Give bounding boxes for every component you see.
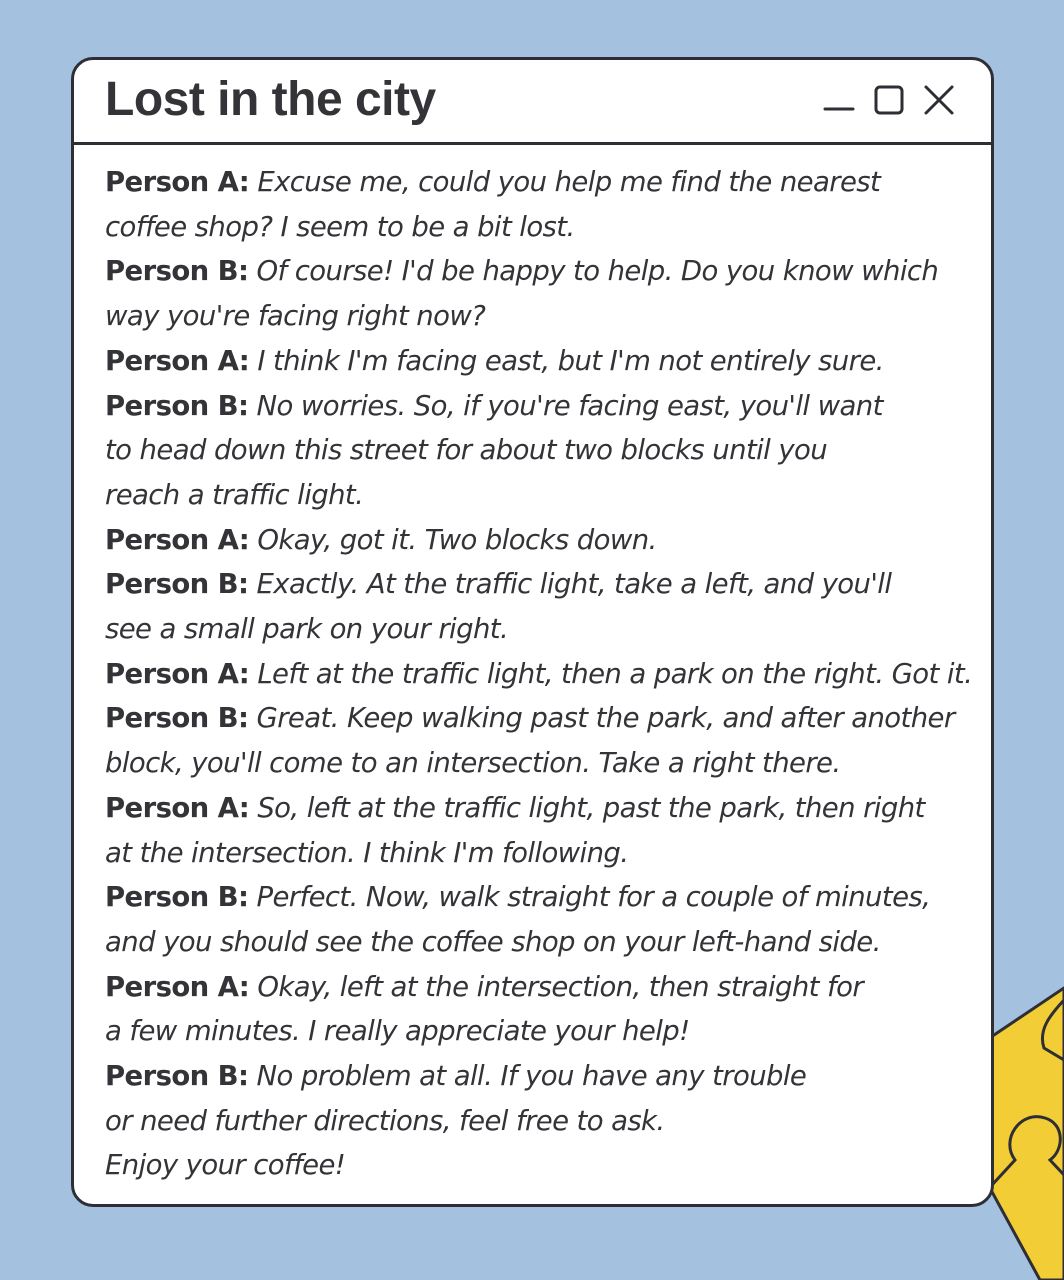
speaker-label: Person B: (105, 702, 249, 735)
dialogue-text: reach a traffic light. (105, 478, 364, 511)
dialogue-line (105, 965, 985, 1010)
speaker-label: Person A: (105, 970, 250, 1003)
dialogue-line (105, 920, 985, 965)
dialogue-line (105, 384, 985, 429)
speaker-label: Person A: (105, 657, 250, 690)
dialogue-text: Excuse me, could you help me find the nearest (257, 166, 881, 198)
speaker-label: Person A: (105, 523, 250, 556)
dialogue-line (105, 831, 985, 876)
dialogue-text: to head down this street for about two blocks until you (105, 434, 828, 467)
window-title: Lost in the city (105, 73, 436, 126)
dialogue-text: No problem at all. If you have any trouble (256, 1060, 807, 1093)
speaker-label: Person B: (105, 568, 249, 601)
dialogue-text: So, left at the traffic light, past the park, then right (257, 791, 925, 824)
dialogue-text: Enjoy your coffee! (105, 1149, 346, 1182)
dialogue-line (105, 518, 985, 563)
dialogue-text: Perfect. Now, walk straight for a couple of minutes, (256, 881, 931, 914)
dialogue-text: way you're facing right now? (105, 300, 486, 333)
dialogue-text: see a small park on your right. (105, 613, 509, 646)
dialogue-line (105, 160, 985, 205)
dialogue-line (105, 1054, 985, 1099)
dialogue-text: Exactly. At the traffic light, take a left, and you'll (256, 568, 892, 601)
dialogue-text: Okay, left at the intersection, then straight for (257, 970, 864, 1003)
speaker-label: Person A: (105, 791, 250, 824)
dialogue-text: Great. Keep walking past the park, and after another (256, 702, 955, 735)
speaker-label: Person B: (105, 881, 249, 914)
dialogue-line (105, 652, 985, 697)
dialogue-content (105, 160, 985, 1188)
speaker-label: Person B: (105, 1060, 249, 1093)
dialogue-text: I think I'm facing east, but I'm not entirely sure. (257, 344, 884, 377)
dialogue-line (105, 696, 985, 741)
dialogue-text: Of course! I'd be happy to help. Do you know which (256, 255, 939, 288)
dialogue-line (105, 294, 985, 339)
dialogue-text: No worries. So, if you're facing east, you'll want (256, 389, 883, 422)
speaker-label: Person B: (105, 389, 249, 422)
dialogue-text: Left at the traffic light, then a park on the right. Got it. (257, 657, 973, 690)
dialogue-text: coffee shop? I seem to be a bit lost. (105, 210, 575, 243)
dialogue-line (105, 1009, 985, 1054)
window-controls (823, 84, 955, 116)
dialogue-line (105, 875, 985, 920)
minimize-icon[interactable] (823, 84, 855, 116)
dialogue-line (105, 339, 985, 384)
maximize-icon[interactable] (873, 84, 905, 116)
dialogue-line (105, 607, 985, 652)
dialogue-text: Okay, got it. Two blocks down. (257, 523, 657, 556)
dialogue-line (105, 473, 985, 518)
dialogue-text: or need further directions, feel free to ask. (105, 1104, 665, 1137)
close-icon[interactable] (923, 84, 955, 116)
dialogue-line (105, 741, 985, 786)
dialogue-line (105, 428, 985, 473)
dialogue-text: at the intersection. I think I'm following. (105, 836, 629, 869)
dialogue-text: block, you'll come to an intersection. Take a right there. (105, 747, 841, 780)
speaker-label: Person B: (105, 255, 249, 288)
title-bar (74, 60, 991, 145)
speaker-label: Person A: (105, 344, 250, 377)
dialogue-window (71, 57, 994, 1207)
dialogue-line (105, 205, 985, 250)
dialogue-text: and you should see the coffee shop on your left-hand side. (105, 925, 881, 958)
dialogue-line (105, 1099, 985, 1144)
speaker-label: Person A: (105, 166, 250, 198)
dialogue-line (105, 786, 985, 831)
dialogue-line (105, 249, 985, 294)
dialogue-text: a few minutes. I really appreciate your help! (105, 1015, 690, 1048)
dialogue-line (105, 1143, 985, 1188)
dialogue-line (105, 562, 985, 607)
